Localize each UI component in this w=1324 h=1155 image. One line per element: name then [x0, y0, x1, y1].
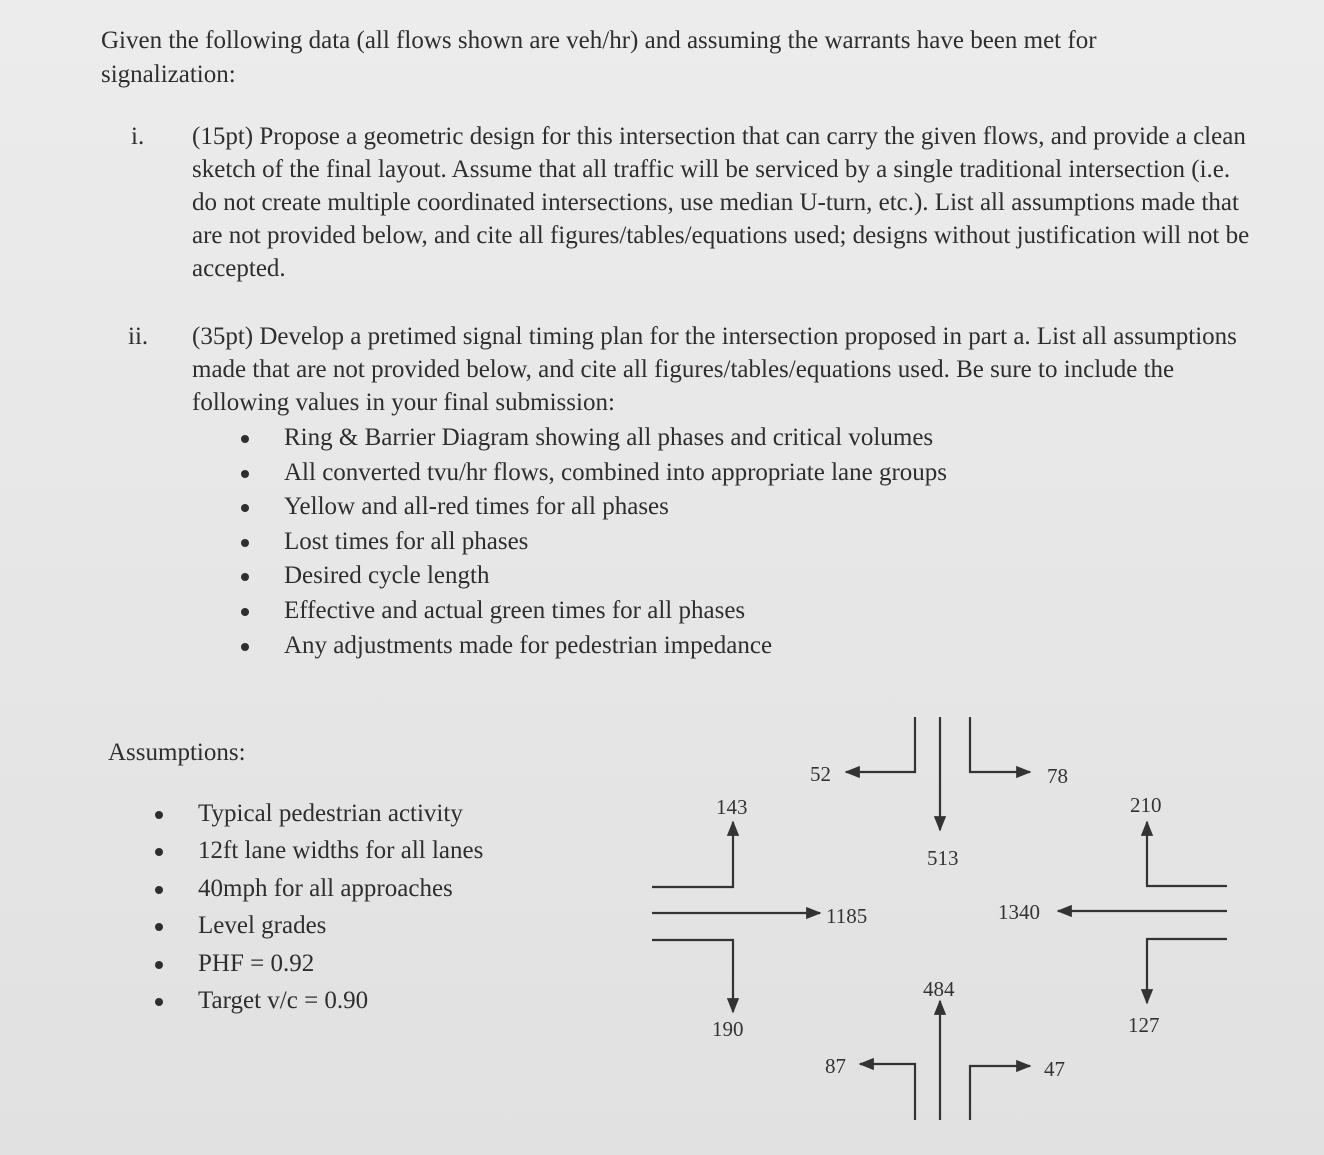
item-ii-text: (35pt) Develop a pretimed signal timing plan for the intersection proposed in part a. List all assumptions made that are not provided below, and cite all figures/tables/equations used. Be sure to include the following values in your final submission: [192, 323, 1237, 416]
westbound-left-arrow [1147, 822, 1227, 886]
list-item: Target v/c = 0.90 [155, 983, 483, 1020]
list-item: Level grades [155, 908, 483, 945]
list-item: 40mph for all approaches [155, 871, 483, 908]
assumptions-title: Assumptions: [108, 739, 246, 766]
westbound-right-arrow [1147, 939, 1227, 1003]
southbound-left-volume: 78 [1047, 764, 1068, 788]
westbound-right-volume: 210 [1130, 793, 1162, 817]
northbound-left-volume: 87 [825, 1054, 846, 1078]
list-item: Desired cycle length [241, 559, 947, 594]
northbound-left-arrow [860, 1064, 915, 1120]
list-item: Any adjustments made for pedestrian impedance [241, 629, 947, 664]
eastbound-right-arrow [652, 940, 733, 1012]
southbound-right-arrow [970, 717, 1030, 772]
northbound-right-arrow [970, 1066, 1030, 1120]
item-i-marker: i. [131, 123, 145, 150]
eastbound-left-arrow [652, 822, 733, 887]
southbound-through-volume: 513 [927, 846, 959, 870]
southbound-right-volume: 52 [810, 762, 831, 786]
list-item: Effective and actual green times for all phases [241, 594, 947, 629]
item-i-text: (15pt) Propose a geometric design for this intersection that can carry the given flows, and provide a clean sketch of the final layout. Assume that all traffic will be serviced by a single traditional intersection (i.e. do not create multiple coordinated intersections, use median U-turn, etc.). List all assumptions made that are not provided below, and cite all figures/tables/equations used; designs without justification will not be accepted. [192, 123, 1250, 282]
list-item: Lost times for all phases [241, 525, 947, 560]
westbound-left-volume: 127 [1128, 1013, 1160, 1037]
list-item: PHF = 0.92 [155, 946, 483, 983]
westbound-through-volume: 1340 [998, 900, 1040, 924]
list-item: All converted tvu/hr flows, combined into appropriate lane groups [241, 456, 947, 491]
eastbound-left-volume: 143 [716, 795, 748, 819]
list-item: Typical pedestrian activity [155, 796, 483, 833]
eastbound-right-volume: 190 [712, 1017, 744, 1041]
list-item: Yellow and all-red times for all phases [241, 490, 947, 525]
northbound-through-volume: 484 [923, 977, 955, 1001]
southbound-left-arrow [846, 717, 915, 772]
eastbound-through-volume: 1185 [826, 904, 868, 928]
item-ii-marker: ii. [128, 323, 149, 350]
list-item: 12ft lane widths for all lanes [155, 833, 483, 870]
intro-text: Given the following data (all flows shown are veh/hr) and assuming the warrants have been met for signalization: [101, 27, 1097, 88]
northbound-right-volume: 47 [1044, 1057, 1065, 1081]
list-item: Ring & Barrier Diagram showing all phases and critical volumes [241, 421, 947, 456]
